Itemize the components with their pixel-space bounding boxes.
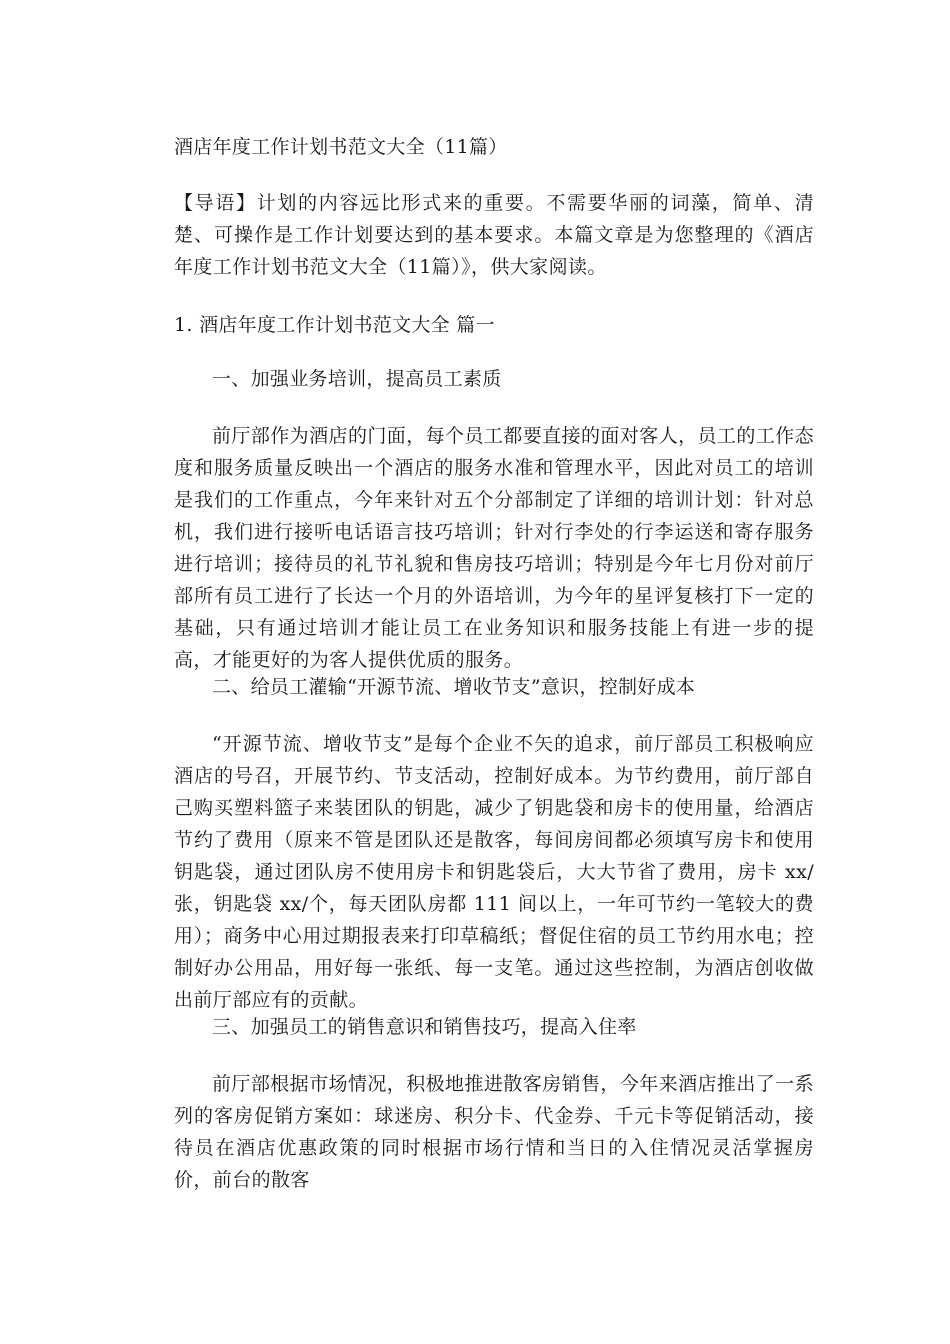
intro-paragraph: 【导语】计划的内容远比形式来的重要。不需要华丽的词藻，简单、清楚、可操作是工作计划要达到的基本要求。本篇文章是为您整理的《酒店年度工作计划书范文大全（11篇）》，供大家阅读。: [174, 192, 814, 278]
section-heading: 1. 酒店年度工作计划书范文大全 篇一: [174, 314, 495, 336]
subheading-3: 三、加强员工的销售意识和销售技巧，提高入住率: [212, 1016, 637, 1038]
document-title: 酒店年度工作计划书范文大全（11篇）: [174, 136, 508, 158]
body-paragraph-2: “开源节流、增收节支”是每个企业不矢的追求，前厅部员工积极响应酒店的号召，开展节约、节支活动，控制好成本。为节约费用，前厅部自己购买塑料篮子来装团队的钥匙，减少了钥匙袋和房卡的使用量，给酒店节约了费用（原来不管是团队还是散客，每间房间都必须填写房卡和使用钥匙袋，通过团队房不使用房卡和钥匙袋后，大大节省了费用，房卡 xx/张，钥匙袋 xx/个，每天团队房都 111 间以上，一年可节约一笔较大的费用）；商务中心用过期报表来打印草稿纸；督促住宿的员工节约用水电；控制好办公用品，用好每一张纸、每一支笔。通过这些控制，为酒店创收做出前厅部应有的贡献。: [174, 733, 814, 1011]
subheading-1: 一、加强业务培训，提高员工素质: [212, 368, 502, 390]
body-paragraph-1: 前厅部作为酒店的门面，每个员工都要直接的面对客人，员工的工作态度和服务质量反映出一个酒店的服务水准和管理水平，因此对员工的培训是我们的工作重点，今年来针对五个分部制定了详细的培训计划：针对总机，我们进行接听电话语言技巧培训；针对行李处的行李运送和寄存服务进行培训；接待员的礼节礼貌和售房技巧培训；特别是今年七月份对前厅部所有员工进行了长达一个月的外语培训，为今年的星评复核打下一定的基础，只有通过培训才能让员工在业务知识和服务技能上有进一步的提高，才能更好的为客人提供优质的服务。: [174, 425, 814, 671]
subheading-2: 二、给员工灌输“开源节流、增收节支”意识，控制好成本: [212, 676, 696, 698]
body-paragraph-3: 前厅部根据市场情况，积极地推进散客房销售，今年来酒店推出了一系列的客房促销方案如：球迷房、积分卡、代金券、千元卡等促销活动，接待员在酒店优惠政策的同时根据市场行情和当日的入住情况灵活掌握房价，前台的散客: [174, 1073, 814, 1191]
